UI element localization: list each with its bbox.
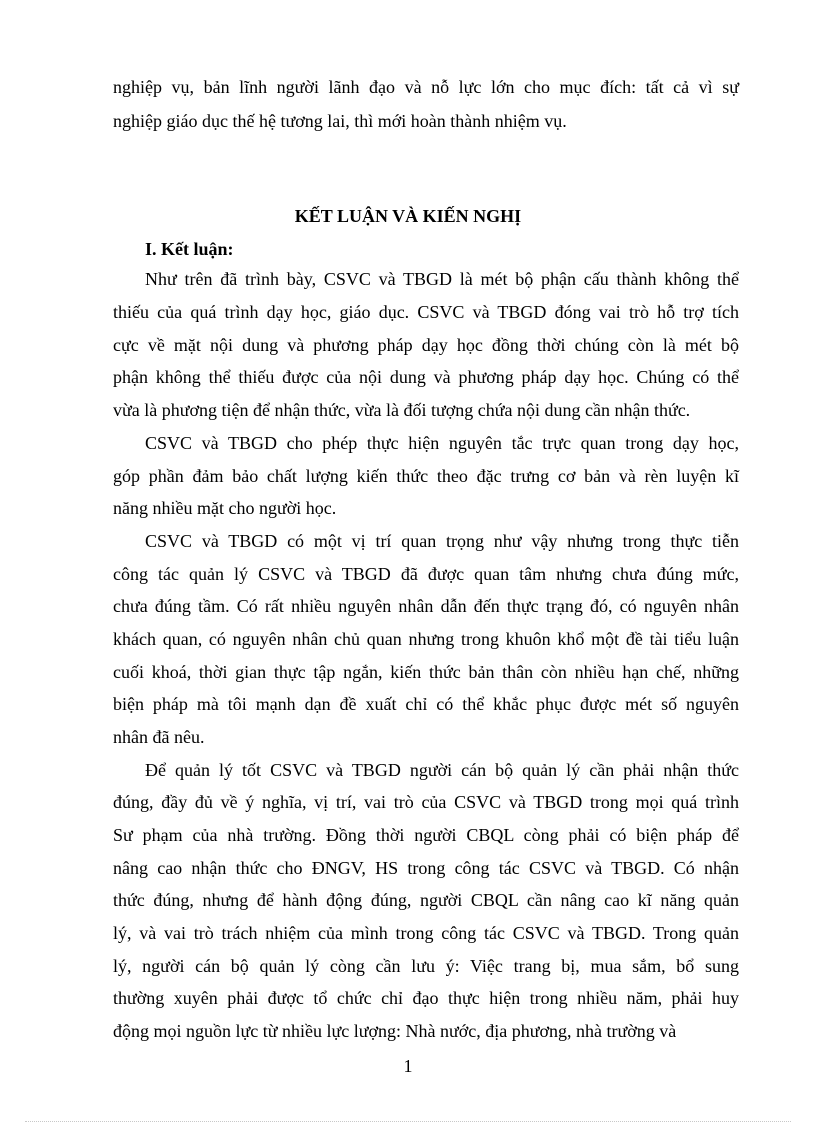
body-line: khách quan, có nguyên nhân chủ quan nhưng trong khuôn khổ một đề tài tiểu luận [113, 629, 739, 649]
body-line: nghiệp giáo dục thế hệ tương lai, thì mới hoàn thành nhiệm vụ. [113, 111, 567, 131]
body-line: CSVC và TBGD cho phép thực hiện nguyên tắc trực quan trong dạy học, [145, 433, 739, 453]
body-line: biện pháp mà tôi mạnh dạn đề xuất chỉ có thể khắc phục được mét số nguyên [113, 694, 739, 714]
body-line: nghiệp vụ, bản lĩnh người lãnh đạo và nỗ lực lớn cho mục đích: tất cả vì sự [113, 77, 739, 97]
body-line: chưa đúng tầm. Có rất nhiều nguyên nhân dẫn đến thực trạng đó, có nguyên nhân [113, 596, 739, 616]
section-title: KẾT LUẬN VÀ KIẾN NGHỊ [294, 206, 522, 226]
body-line: lý, người cán bộ quản lý còng cần lưu ý: Việc trang bị, mua sắm, bổ sung [113, 956, 739, 976]
body-line: đúng, đầy đủ về ý nghĩa, vị trí, vai trò của CSVC và TBGD trong mọi quá trình [113, 792, 739, 812]
body-line: nâng cao nhận thức cho ĐNGV, HS trong công tác CSVC và TBGD. Có nhận [113, 858, 739, 878]
subsection-title: I. Kết luận: [145, 239, 234, 259]
body-line: CSVC và TBGD có một vị trí quan trọng như vậy nhưng trong thực tiễn [145, 531, 739, 551]
body-line: thiếu của quá trình dạy học, giáo dục. CSVC và TBGD đóng vai trò hỗ trợ tích [113, 302, 739, 322]
body-line: thường xuyên phải được tổ chức chỉ đạo thực hiện trong nhiều năm, phải huy [113, 988, 739, 1008]
body-line: nhân đã nêu. [113, 727, 205, 747]
body-line: Sư phạm của nhà trường. Đồng thời người CBQL còng phải có biện pháp để [113, 825, 739, 845]
body-line: cuối khoá, thời gian thực tập ngắn, kiến thức bản thân còn nhiều hạn chế, những [113, 662, 739, 682]
page-bottom-divider [25, 1121, 791, 1122]
page-number: 1 [403, 1056, 413, 1076]
body-line: cực về mặt nội dung và phương pháp dạy học đồng thời chúng còn là mét bộ [113, 335, 739, 355]
body-line: công tác quản lý CSVC và TBGD đã được quan tâm nhưng chưa đúng mức, [113, 564, 739, 584]
body-line: năng nhiều mặt cho người học. [113, 498, 337, 518]
body-line: thức đúng, nhưng để hành động đúng, người CBQL cần nâng cao kĩ năng quản [113, 890, 739, 910]
body-line: phận không thể thiếu được của nội dung và phương pháp dạy học. Chúng có thể [113, 367, 739, 387]
body-line: Để quản lý tốt CSVC và TBGD người cán bộ quản lý cần phải nhận thức [145, 760, 739, 780]
body-line: vừa là phương tiện để nhận thức, vừa là đối tượng chứa nội dung cần nhận thức. [113, 400, 691, 420]
body-line: góp phần đảm bảo chất lượng kiến thức theo đặc trưng cơ bản và rèn luyện kĩ [113, 466, 739, 486]
body-line: động mọi nguồn lực từ nhiều lực lượng: Nhà nước, địa phương, nhà trường và [113, 1021, 677, 1041]
body-line: Như trên đã trình bày, CSVC và TBGD là mét bộ phận cấu thành không thể [145, 269, 739, 289]
body-line: lý, và vai trò trách nhiệm của mình trong công tác CSVC và TBGD. Trong quản [113, 923, 739, 943]
